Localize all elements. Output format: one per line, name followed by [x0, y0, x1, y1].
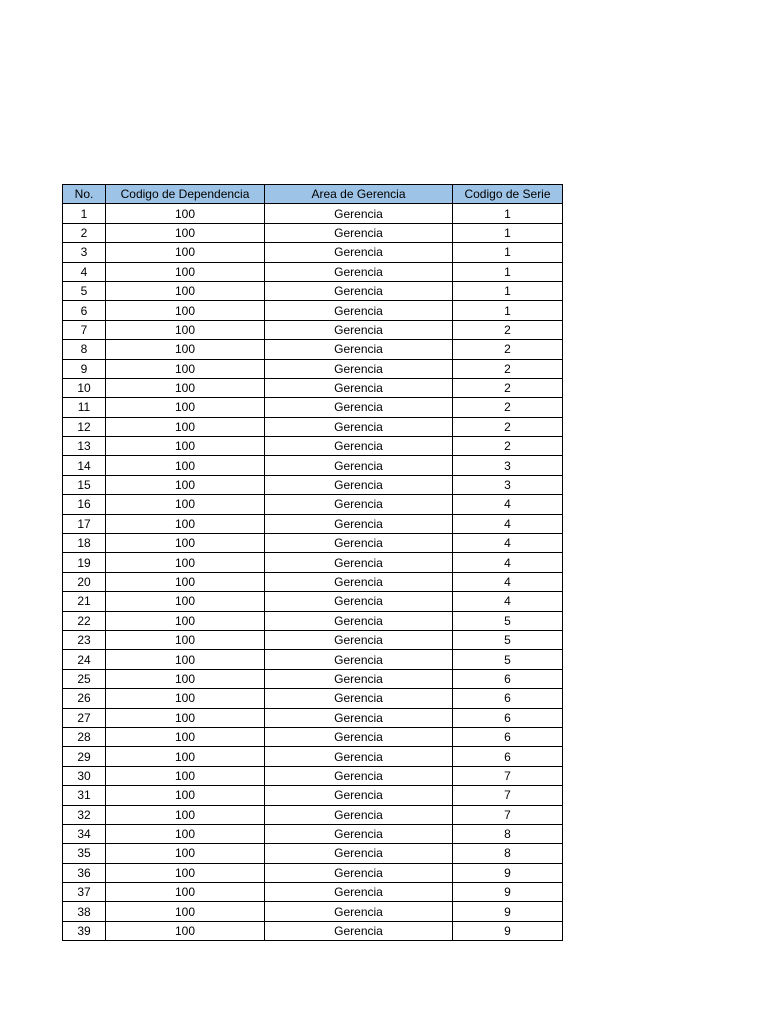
table-row	[63, 592, 563, 611]
cell-codigo-dependencia: 100	[106, 650, 265, 669]
table-row	[63, 495, 563, 514]
cell-codigo-dependencia: 100	[106, 262, 265, 281]
table-row	[63, 553, 563, 572]
cell-codigo-dependencia: 100	[106, 805, 265, 824]
cell-codigo-dependencia: 100	[106, 223, 265, 242]
cell-no: 15	[63, 475, 106, 494]
cell-codigo-dependencia: 100	[106, 475, 265, 494]
cell-area-gerencia: Gerencia	[265, 708, 453, 727]
table-row	[63, 475, 563, 494]
table-row	[63, 727, 563, 746]
cell-codigo-dependencia: 100	[106, 378, 265, 397]
cell-no: 25	[63, 669, 106, 688]
table-row	[63, 883, 563, 902]
table-row	[63, 689, 563, 708]
table-row	[63, 262, 563, 281]
cell-area-gerencia: Gerencia	[265, 689, 453, 708]
cell-no: 24	[63, 650, 106, 669]
cell-no: 29	[63, 747, 106, 766]
cell-codigo-dependencia: 100	[106, 921, 265, 940]
cell-area-gerencia: Gerencia	[265, 592, 453, 611]
cell-area-gerencia: Gerencia	[265, 921, 453, 940]
cell-area-gerencia: Gerencia	[265, 359, 453, 378]
table-row	[63, 281, 563, 300]
cell-codigo-dependencia: 100	[106, 281, 265, 300]
table-row	[63, 378, 563, 397]
cell-area-gerencia: Gerencia	[265, 844, 453, 863]
cell-codigo-serie: 6	[453, 669, 563, 688]
cell-no: 3	[63, 243, 106, 262]
cell-codigo-serie: 2	[453, 340, 563, 359]
cell-codigo-serie: 1	[453, 223, 563, 242]
cell-codigo-serie: 8	[453, 844, 563, 863]
header-row	[63, 185, 563, 204]
cell-codigo-serie: 1	[453, 281, 563, 300]
cell-codigo-dependencia: 100	[106, 824, 265, 843]
cell-area-gerencia: Gerencia	[265, 262, 453, 281]
cell-codigo-dependencia: 100	[106, 611, 265, 630]
cell-codigo-dependencia: 100	[106, 495, 265, 514]
header-codigo-dependencia: Codigo de Dependencia	[106, 185, 265, 204]
cell-codigo-serie: 2	[453, 417, 563, 436]
cell-codigo-serie: 2	[453, 320, 563, 339]
cell-area-gerencia: Gerencia	[265, 456, 453, 475]
cell-codigo-dependencia: 100	[106, 863, 265, 882]
cell-codigo-serie: 2	[453, 378, 563, 397]
cell-no: 13	[63, 437, 106, 456]
cell-codigo-serie: 1	[453, 243, 563, 262]
cell-area-gerencia: Gerencia	[265, 514, 453, 533]
cell-no: 30	[63, 766, 106, 785]
table-row	[63, 863, 563, 882]
cell-codigo-serie: 7	[453, 786, 563, 805]
cell-codigo-dependencia: 100	[106, 553, 265, 572]
cell-codigo-serie: 7	[453, 766, 563, 785]
table-row	[63, 786, 563, 805]
cell-no: 5	[63, 281, 106, 300]
table-row	[63, 204, 563, 223]
cell-codigo-serie: 5	[453, 611, 563, 630]
header-codigo-serie: Codigo de Serie	[453, 185, 563, 204]
header-area-gerencia: Area de Gerencia	[265, 185, 453, 204]
cell-codigo-serie: 5	[453, 630, 563, 649]
cell-codigo-serie: 7	[453, 805, 563, 824]
cell-codigo-serie: 9	[453, 863, 563, 882]
cell-codigo-serie: 2	[453, 398, 563, 417]
table-row	[63, 456, 563, 475]
cell-codigo-dependencia: 100	[106, 883, 265, 902]
cell-area-gerencia: Gerencia	[265, 824, 453, 843]
cell-area-gerencia: Gerencia	[265, 437, 453, 456]
cell-no: 18	[63, 534, 106, 553]
cell-area-gerencia: Gerencia	[265, 475, 453, 494]
cell-codigo-dependencia: 100	[106, 747, 265, 766]
cell-area-gerencia: Gerencia	[265, 301, 453, 320]
table-row	[63, 669, 563, 688]
cell-no: 37	[63, 883, 106, 902]
cell-codigo-dependencia: 100	[106, 398, 265, 417]
cell-no: 9	[63, 359, 106, 378]
table-row	[63, 824, 563, 843]
cell-codigo-dependencia: 100	[106, 630, 265, 649]
cell-area-gerencia: Gerencia	[265, 747, 453, 766]
header-no: No.	[63, 185, 106, 204]
cell-no: 26	[63, 689, 106, 708]
cell-codigo-serie: 4	[453, 592, 563, 611]
cell-area-gerencia: Gerencia	[265, 320, 453, 339]
table-row	[63, 243, 563, 262]
cell-codigo-dependencia: 100	[106, 320, 265, 339]
cell-codigo-serie: 9	[453, 902, 563, 921]
cell-codigo-serie: 8	[453, 824, 563, 843]
cell-area-gerencia: Gerencia	[265, 398, 453, 417]
cell-area-gerencia: Gerencia	[265, 495, 453, 514]
cell-codigo-serie: 4	[453, 495, 563, 514]
cell-codigo-serie: 2	[453, 359, 563, 378]
cell-no: 6	[63, 301, 106, 320]
cell-codigo-dependencia: 100	[106, 902, 265, 921]
cell-no: 22	[63, 611, 106, 630]
cell-codigo-dependencia: 100	[106, 340, 265, 359]
cell-no: 36	[63, 863, 106, 882]
cell-codigo-serie: 4	[453, 514, 563, 533]
cell-no: 17	[63, 514, 106, 533]
table-row	[63, 921, 563, 940]
cell-codigo-dependencia: 100	[106, 572, 265, 591]
cell-area-gerencia: Gerencia	[265, 883, 453, 902]
cell-no: 10	[63, 378, 106, 397]
cell-area-gerencia: Gerencia	[265, 863, 453, 882]
cell-area-gerencia: Gerencia	[265, 281, 453, 300]
cell-area-gerencia: Gerencia	[265, 417, 453, 436]
cell-no: 1	[63, 204, 106, 223]
cell-area-gerencia: Gerencia	[265, 611, 453, 630]
cell-codigo-dependencia: 100	[106, 844, 265, 863]
cell-no: 7	[63, 320, 106, 339]
table-row	[63, 417, 563, 436]
cell-codigo-dependencia: 100	[106, 727, 265, 746]
cell-no: 32	[63, 805, 106, 824]
cell-codigo-serie: 1	[453, 262, 563, 281]
cell-codigo-serie: 4	[453, 553, 563, 572]
cell-codigo-dependencia: 100	[106, 708, 265, 727]
table-row	[63, 844, 563, 863]
cell-codigo-dependencia: 100	[106, 301, 265, 320]
cell-area-gerencia: Gerencia	[265, 340, 453, 359]
cell-no: 16	[63, 495, 106, 514]
cell-area-gerencia: Gerencia	[265, 572, 453, 591]
cell-codigo-dependencia: 100	[106, 592, 265, 611]
cell-no: 39	[63, 921, 106, 940]
cell-codigo-serie: 2	[453, 437, 563, 456]
cell-codigo-serie: 4	[453, 534, 563, 553]
cell-no: 14	[63, 456, 106, 475]
cell-no: 8	[63, 340, 106, 359]
cell-no: 27	[63, 708, 106, 727]
cell-codigo-dependencia: 100	[106, 417, 265, 436]
table-row	[63, 630, 563, 649]
cell-codigo-serie: 9	[453, 921, 563, 940]
cell-no: 23	[63, 630, 106, 649]
table-row	[63, 747, 563, 766]
cell-no: 20	[63, 572, 106, 591]
cell-codigo-serie: 6	[453, 747, 563, 766]
cell-area-gerencia: Gerencia	[265, 630, 453, 649]
cell-area-gerencia: Gerencia	[265, 378, 453, 397]
table-row	[63, 805, 563, 824]
cell-codigo-serie: 6	[453, 689, 563, 708]
table-body	[63, 204, 563, 941]
cell-no: 2	[63, 223, 106, 242]
cell-codigo-dependencia: 100	[106, 534, 265, 553]
cell-area-gerencia: Gerencia	[265, 553, 453, 572]
table-row	[63, 650, 563, 669]
cell-area-gerencia: Gerencia	[265, 805, 453, 824]
cell-area-gerencia: Gerencia	[265, 223, 453, 242]
cell-no: 11	[63, 398, 106, 417]
cell-codigo-serie: 5	[453, 650, 563, 669]
table-row	[63, 534, 563, 553]
table-row	[63, 708, 563, 727]
cell-area-gerencia: Gerencia	[265, 650, 453, 669]
cell-no: 31	[63, 786, 106, 805]
cell-no: 28	[63, 727, 106, 746]
cell-codigo-serie: 9	[453, 883, 563, 902]
cell-no: 19	[63, 553, 106, 572]
table-row	[63, 766, 563, 785]
cell-no: 35	[63, 844, 106, 863]
cell-codigo-dependencia: 100	[106, 359, 265, 378]
cell-area-gerencia: Gerencia	[265, 786, 453, 805]
cell-no: 12	[63, 417, 106, 436]
cell-codigo-serie: 3	[453, 475, 563, 494]
cell-codigo-serie: 6	[453, 727, 563, 746]
cell-codigo-dependencia: 100	[106, 204, 265, 223]
cell-codigo-serie: 4	[453, 572, 563, 591]
cell-area-gerencia: Gerencia	[265, 766, 453, 785]
cell-area-gerencia: Gerencia	[265, 204, 453, 223]
cell-codigo-dependencia: 100	[106, 437, 265, 456]
table-row	[63, 223, 563, 242]
cell-area-gerencia: Gerencia	[265, 727, 453, 746]
table-row	[63, 572, 563, 591]
cell-codigo-serie: 1	[453, 301, 563, 320]
cell-codigo-serie: 6	[453, 708, 563, 727]
cell-codigo-dependencia: 100	[106, 514, 265, 533]
table-row	[63, 514, 563, 533]
table-header	[63, 185, 563, 204]
cell-codigo-dependencia: 100	[106, 689, 265, 708]
records-table	[62, 184, 563, 941]
cell-no: 21	[63, 592, 106, 611]
cell-codigo-dependencia: 100	[106, 669, 265, 688]
table-row	[63, 902, 563, 921]
table-row	[63, 611, 563, 630]
cell-area-gerencia: Gerencia	[265, 243, 453, 262]
table-row	[63, 301, 563, 320]
table-row	[63, 437, 563, 456]
table-row	[63, 398, 563, 417]
cell-area-gerencia: Gerencia	[265, 534, 453, 553]
cell-area-gerencia: Gerencia	[265, 669, 453, 688]
cell-area-gerencia: Gerencia	[265, 902, 453, 921]
table-row	[63, 359, 563, 378]
cell-no: 34	[63, 824, 106, 843]
cell-codigo-dependencia: 100	[106, 766, 265, 785]
cell-no: 38	[63, 902, 106, 921]
cell-codigo-dependencia: 100	[106, 456, 265, 475]
cell-codigo-dependencia: 100	[106, 786, 265, 805]
cell-codigo-serie: 3	[453, 456, 563, 475]
table-row	[63, 320, 563, 339]
table-row	[63, 340, 563, 359]
cell-codigo-dependencia: 100	[106, 243, 265, 262]
cell-no: 4	[63, 262, 106, 281]
cell-codigo-serie: 1	[453, 204, 563, 223]
